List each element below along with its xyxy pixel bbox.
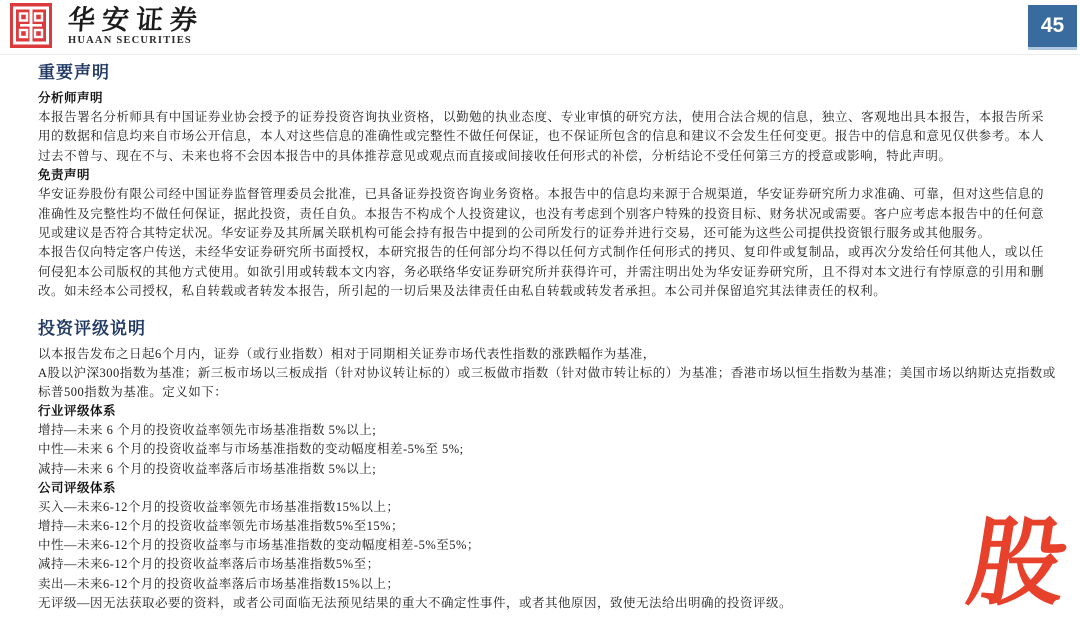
brand-block [68, 3, 204, 46]
huaan-logo [10, 3, 204, 48]
rating-intro-line: A股以沪深300指数为基准；新三板市场以三板成指（针对协议转让标的）或三板做市指数（针对做市转让标的）为基准；香港市场以恒生指数为基准；美国市场以纳斯达克指数或 [38, 365, 1056, 380]
disclaimer-paragraph: 华安证券股份有限公司经中国证券监督管理委员会批准，已具备证券投资咨询业务资格。本报告中的信息均来源于合规渠道，华安证券研究所力求准确、可靠，但对这些信息的准确性及完整性均不做任何保证，据此投资，责任自负。本报告不构成个人投资建议，也没有考虑到个别客户特殊的投资目标、财务状况或需要。客户应考虑本报告中的任何意见或建议是否符合其特定状况。华安证券及其所属关联机构可能会持有报告中提到的公司所发行的证券并进行交易，还可能为这些公司提供投资银行服务或其他服务。 [38, 187, 1044, 241]
rating-section [38, 318, 1056, 613]
important-statement-section [38, 62, 1044, 302]
rating-section-title: 投资评级说明 [38, 318, 146, 338]
analyst-statement-text: 本报告署名分析师具有中国证券业协会授予的证券投资咨询执业资格，以勤勉的执业态度、专业审慎的研究方法，使用合法合规的信息，独立、客观地出具本报告，本报告所采用的数据和信息均来自市场公开信息，本人对这些信息的准确性或完整性不做任何保证，也不保证所包含的信息和建议不会发生任何变更。报告中的信息和意见仅供参考。本人过去不曾与、现在不与、未来也将不会因本报告中的具体推荐意见或观点而直接或间接收任何形式的补偿，分析结论不受任何第三方的授意或影响，特此声明。 [38, 110, 1044, 163]
industry-rating-item: 减持—未来 6 个月的投资收益率落后市场基准指数 5%以上; [38, 461, 377, 476]
header-divider [0, 54, 1080, 55]
company-rating-item: 卖出—未来6-12个月的投资收益率落后市场基准指数15%以上； [38, 576, 400, 591]
stock-character-watermark: 股 [961, 507, 1075, 619]
huaan-seal-icon [10, 3, 52, 48]
page-number-badge: 45 [1028, 5, 1077, 50]
company-rating-item: 买入—未来6-12个月的投资收益率领先市场基准指数15%以上； [38, 499, 400, 514]
industry-rating-item: 增持—未来 6 个月的投资收益率领先市场基准指数 5%以上; [38, 423, 377, 438]
industry-rating-item: 中性—未来 6 个月的投资收益率与市场基准指数的变动幅度相差-5%至 5%; [38, 442, 464, 457]
company-rating-item: 无评级—因无法获取必要的资料，或者公司面临无法预见结果的重大不确定性事件，或者其他原因，致使无法给出明确的投资评级。 [38, 595, 793, 610]
disclaimer-paragraph: 本报告仅向特定客户传送，未经华安证券研究所书面授权，本研究报告的任何部分均不得以任何方式制作任何形式的拷贝、复印件或复制品，或再次分发给任何其他人，或以任何侵犯本公司版权的其他方式使用。如欲引用或转载本文内容，务必联络华安证券研究所并获得许可，并需注明出处为华安证券研究所，且不得对本文进行有悖原意的引用和删改。如未经本公司授权，私自转载或者转发本报告，所引起的一切后果及法律责任由私自转载或转发者承担。本公司并保留追究其法律责任的权利。 [38, 245, 1044, 299]
company-rating-subtitle: 公司评级体系 [38, 480, 117, 495]
disclaimer-subtitle: 免责声明 [38, 168, 91, 183]
rating-intro-line: 以本报告发布之日起6个月内，证券（或行业指数）相对于同期相关证券市场代表性指数的涨跌幅作为基准， [38, 346, 656, 361]
rating-intro-line: 标普500指数为基准。定义如下： [38, 385, 228, 400]
brand-name-cn: 华安证券 [66, 5, 206, 35]
company-rating-item: 减持—未来6-12个月的投资收益率落后市场基准指数5%至； [38, 557, 380, 572]
industry-rating-subtitle: 行业评级体系 [38, 404, 117, 419]
company-rating-item: 增持—未来6-12个月的投资收益率领先市场基准指数5%至15%； [38, 519, 404, 534]
important-statement-title: 重要声明 [38, 63, 110, 82]
report-content [38, 62, 1056, 613]
analyst-statement-subtitle: 分析师声明 [38, 91, 104, 105]
company-rating-item: 中性—未来6-12个月的投资收益率与市场基准指数的变动幅度相差-5%至5%； [38, 538, 480, 553]
brand-name-en: HUAAN SECURITIES [68, 35, 192, 46]
